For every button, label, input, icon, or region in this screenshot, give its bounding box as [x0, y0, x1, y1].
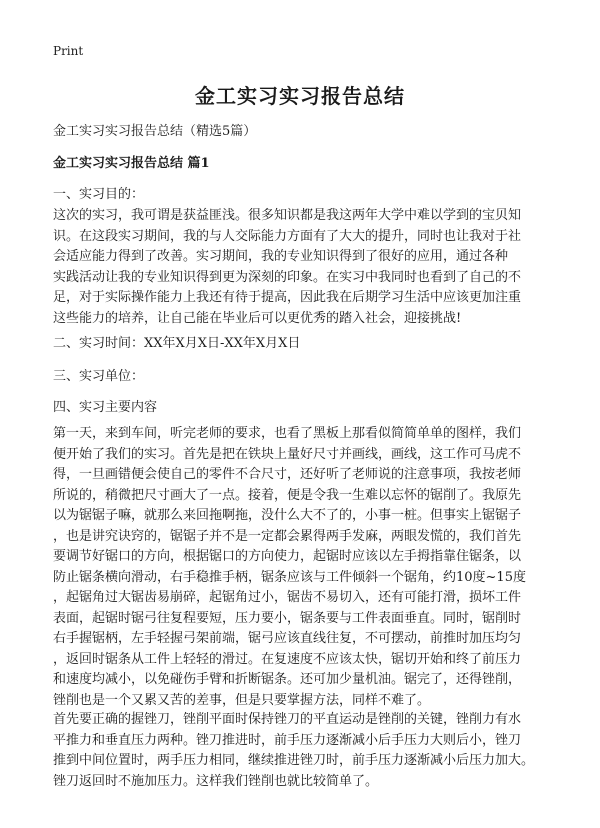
text-line: 便开始了我们的实习。首先是把在铁块上量好尺寸并画线，画线，这工作可马虎不 [53, 446, 522, 462]
text-line: 足，对于实际操作能力上我还有待于提高，因此我在后期学习生活中应该更加注重 [53, 290, 522, 305]
text-line: 以为锯锯子嘛，就那么来回拖啊拖，没什么大不了的，小事一桩。但事实上锯锯子 [53, 508, 522, 523]
heading-unit: 三、实习单位： [53, 369, 145, 384]
text-line: 要调节好锯口的方向，根据锯口的方向使力，起锯时应该以左手拇指靠住锯条，以 [53, 549, 522, 564]
text-line: 首先要正确的握锉刀，锉削平面时保持锉刀的平直运动是锉削的关键，锉削力有水 [53, 712, 522, 727]
paragraph-content-2 [53, 710, 547, 792]
paragraph-content-1 [53, 424, 547, 711]
heading-content: 四、实习主要内容 [53, 400, 158, 415]
print-label: Print [53, 44, 84, 58]
text-line: 识。在这段实习期间，我的与人交际能力方面有了大大的提升，同时也让我对于社 [53, 228, 522, 244]
text-line: 锉削也是一个又累又苦的差事，但是只要掌握方法，同样不难了。 [53, 692, 431, 708]
text-line: 表面，起锯时锯弓往复程要短，压力要小，锯条要与工件表面垂直。同时，锯削时 [53, 610, 522, 626]
text-line: 会适应能力得到了改善。实习期间，我的专业知识得到了很好的应用，通过各种 [53, 249, 509, 264]
page-title: 金工实习实习报告总结 [195, 84, 405, 108]
text-line: ，也是讲究诀窍的，锯锯子并不是一定都会累得两手发麻，两眼发慌的，我们首先 [53, 528, 522, 544]
heading-purpose: 一、实习目的： [53, 187, 145, 202]
text-line: ，返回时锯条从工件上轻轻的滑过。在复速度不应该太快，锯切开始和终了前压力 [53, 651, 522, 667]
text-line: 得，一旦画错便会使自己的零件不合尺寸，还好听了老师说的注意事项，我按老师 [53, 467, 522, 482]
text-line: 第一天，来到车间，听完老师的要求，也看了黑板上那看似简简单单的图样，我们 [53, 426, 522, 441]
text-line: 防止锯条横向滑动，右手稳推手柄，锯条应该与工件倾斜一个锯角，约10度~15度 [53, 569, 526, 585]
doc-subtitle: 金工实习实习报告总结（精选5篇） [53, 124, 257, 139]
text-line: 这些能力的培养，让自己能在毕业后可以更优秀的踏入社会，迎接挑战! [53, 310, 462, 326]
text-line: 平推力和垂直压力两种。锉刀推进时，前手压力逐渐减小后手压力大则后小，锉刀 [53, 732, 522, 748]
text-line: ，起锯角过大锯齿易崩碎，起锯角过小，锯齿不易切入，还有可能打滑，损坏工件 [53, 590, 522, 605]
section-title: 金工实习实习报告总结 篇1 [53, 156, 210, 171]
paragraph-purpose [53, 206, 547, 329]
text-line: 这次的实习，我可谓是获益匪浅。很多知识都是我这两年大学中难以学到的宝贝知 [53, 208, 522, 223]
text-line: 实践活动让我的专业知识得到更为深刻的印象。在实习中我同时也看到了自己的不 [53, 269, 522, 285]
text-line: 锉刀返回时不施加压力。这样我们锉削也就比较简单了。 [53, 773, 379, 789]
heading-time: 二、实习时间：XX年X月X日-XX年X月X日 [53, 336, 301, 351]
text-line: 和速度均减小，以免碰伤手臂和折断锯条。还可加少量机油。锯完了，还得锉削， [53, 672, 522, 687]
text-line: 推到中间位置时，两手压力相同，继续推进锉刀时，前手压力逐渐减小后压力加大。 [53, 753, 535, 768]
text-line: 右手握锯柄，左手轻握弓架前端，锯弓应该直线往复，不可摆动，前推时加压均匀 [53, 631, 522, 646]
text-line: 所说的，稍微把尺寸画大了一点。接着，便是令我一生难以忘怀的锯削了。我原先 [53, 487, 522, 503]
